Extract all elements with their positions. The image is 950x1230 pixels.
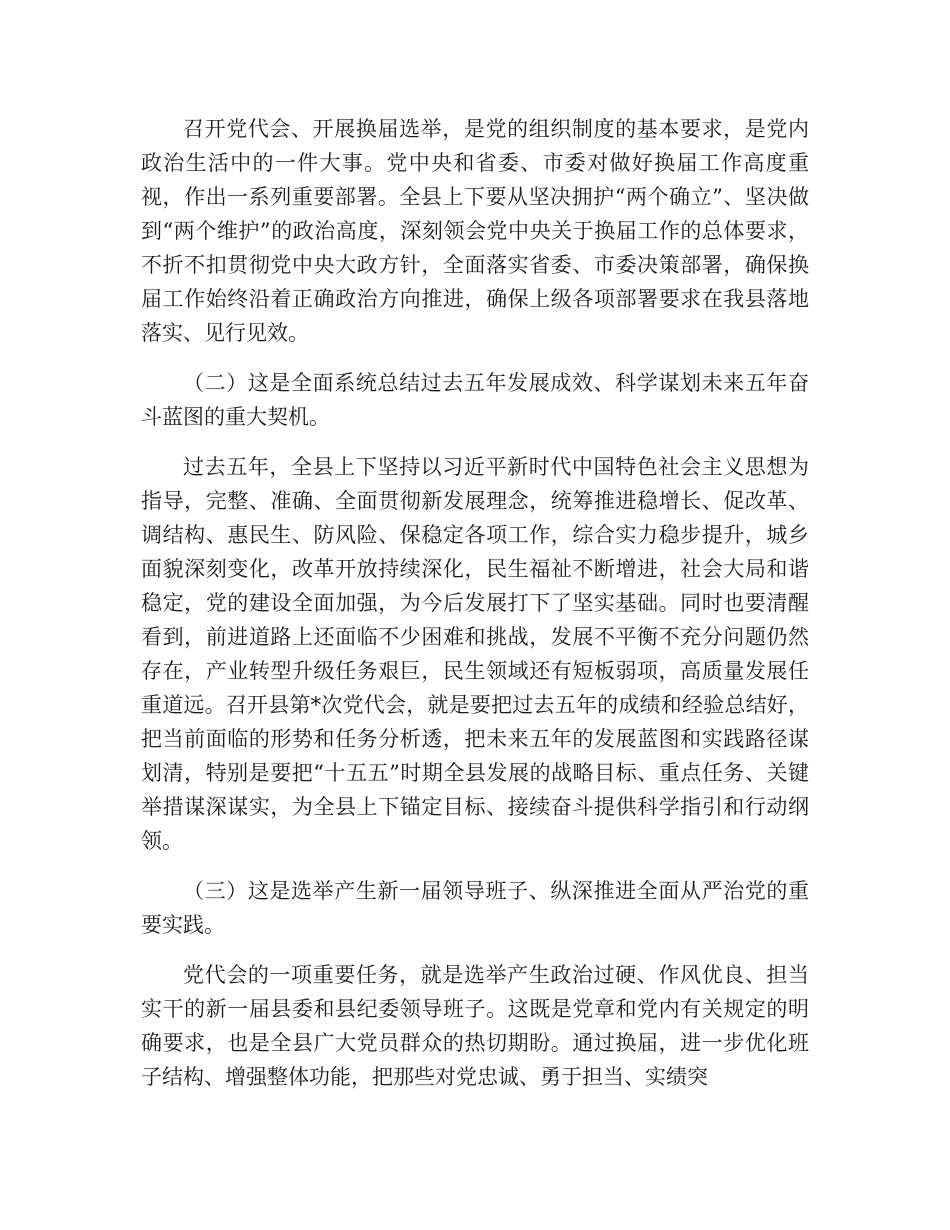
paragraph-3: 党代会的一项重要任务，就是选举产生政治过硬、作风优良、担当实干的新一届县委和县纪委领导班子。这既是党章和党内有关规定的明确要求，也是全县广大党员群众的热切期盼。通过换届，进一步优化班子结构、增强整体功能，把那些对党忠诚、勇于担当、实绩突 xyxy=(141,963,809,1089)
section-heading-3: （三）这是选举产生新一届领导班子、纵深推进全面从严治党的重要实践。 xyxy=(141,879,809,937)
document-body xyxy=(141,112,809,1110)
paragraph-2: 过去五年，全县上下坚持以习近平新时代中国特色社会主义思想为指导，完整、准确、全面贯彻新发展理念，统筹推进稳增长、促改革、调结构、惠民生、防风险、保稳定各项工作，综合实力稳步提升，城乡面貌深刻变化，改革开放持续深化，民生福祉不断增进，社会大局和谐稳定，党的建设全面加强，为今后发展打下了坚实基础。同时也要清醒看到，前进道路上还面临不少困难和挑战，发展不平衡不充分问题仍然存在，产业转型升级任务艰巨，民生领域还有短板弱项，高质量发展任重道远。召开县第*次党代会，就是要把过去五年的成绩和经验总结好，把当前面临的形势和任务分析透，把未来五年的发展蓝图和实践路径谋划清，特别是要把“十五五”时期全县发展的战略目标、重点任务、关键举措谋深谋实，为全县上下锚定目标、接续奋斗提供科学指引和行动纲领。 xyxy=(141,455,809,853)
paragraph-1: 召开党代会、开展换届选举，是党的组织制度的基本要求，是党内政治生活中的一件大事。党中央和省委、市委对做好换届工作高度重视，作出一系列重要部署。全县上下要从坚决拥护“两个确立”、坚决做到“两个维护”的政治高度，深刻领会党中央关于换届工作的总体要求，不折不扣贯彻党中央大政方针，全面落实省委、市委决策部署，确保换届工作始终沿着正确政治方向推进，确保上级各项部署要求在我县落地落实、见行见效。 xyxy=(141,117,809,345)
section-heading-2: （二）这是全面系统总结过去五年发展成效、科学谋划未来五年奋斗蓝图的重大契机。 xyxy=(141,371,809,429)
